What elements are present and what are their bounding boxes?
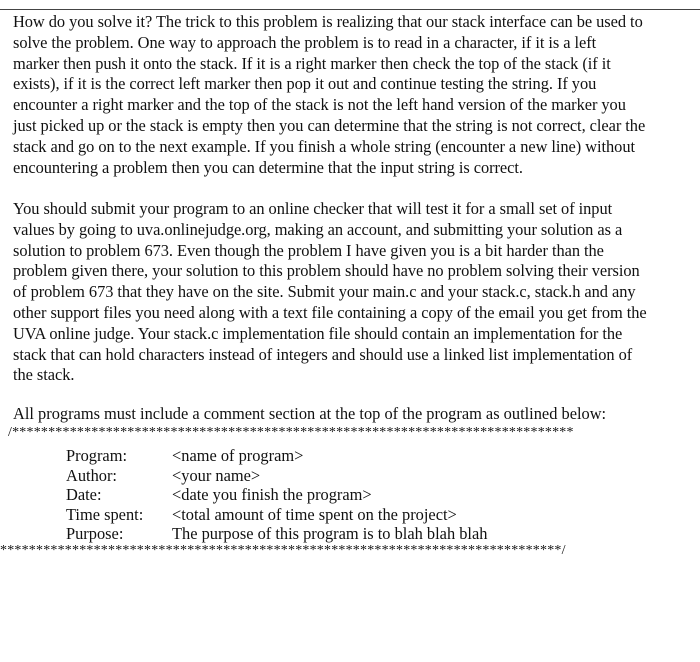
field-label: Author: (66, 465, 117, 485)
top-divider (0, 9, 700, 10)
text-line: problem given there, your solution to this problem should have no problem solving their version (13, 261, 640, 281)
text-line: the stack. (13, 365, 75, 385)
field-label: Time spent: (66, 504, 144, 524)
text-line: UVA online judge. Your stack.c implementation file should contain an implementation for the (13, 323, 623, 343)
field-value: <total amount of time spent on the project> (172, 504, 457, 524)
text-line: values by going to uva.onlinejudge.org, making an account, and submitting your solution as a (13, 219, 623, 239)
comment-field-date (66, 485, 487, 505)
comment-fields (66, 446, 487, 544)
field-value: <your name> (172, 465, 261, 485)
text-line: encounter a right marker and the top of the stack is not the left hand version of the marker you (13, 95, 626, 115)
text-line: exists), if it is the correct left marker then pop it out and continue testing the string. If you (13, 74, 597, 94)
paragraph-solution-approach (13, 12, 697, 178)
text-line: How do you solve it? The trick to this problem is realizing that our stack interface can be used to (13, 12, 643, 31)
text-line: of problem 673 that they have on the site. Submit your main.c and your stack.c, stack.h and any (13, 282, 636, 302)
comment-field-program (66, 446, 487, 466)
text-line: marker then push it onto the stack. If it is a right marker then check the top of the stack (if it (13, 53, 611, 73)
text-line: stack and go on to the next example. If you finish a whole string (encounter a new line) without (13, 136, 635, 156)
field-value: <date you finish the program> (172, 485, 372, 505)
field-label: Purpose: (66, 524, 124, 544)
text-line: other support files you need along with a text file containing a copy of the email you get from the (13, 302, 647, 322)
text-line: solve the problem. One way to approach the problem is to read in a character, if it is a left (13, 32, 597, 52)
field-label: Date: (66, 485, 102, 505)
comment-field-purpose (66, 524, 487, 544)
comment-field-time-spent (66, 505, 487, 525)
field-value: The purpose of this program is to blah blah blah (172, 524, 488, 544)
text-line: You should submit your program to an online checker that will test it for a small set of input (13, 199, 613, 218)
text-line: encountering a problem then you can determine that the input string is correct. (13, 157, 523, 177)
paragraph-submission-instructions (13, 199, 697, 386)
comment-block-top-border: /****************************************************************************** (8, 426, 574, 440)
text-line: stack that can hold characters instead of integers and should use a linked list implementation of (13, 344, 633, 364)
comment-section-intro: All programs must include a comment section at the top of the program as outlined below: (13, 404, 607, 423)
field-label: Program: (66, 446, 128, 465)
field-value: <name of program> (172, 446, 304, 465)
comment-field-author (66, 466, 487, 486)
text-line: solution to problem 673. Even though the problem I have given you is a bit harder than the (13, 240, 604, 260)
text-line: just picked up or the stack is empty then you can determine that the string is not correct, clear the (13, 115, 646, 135)
comment-block-bottom-border: ******************************************************************************/ (0, 544, 566, 558)
